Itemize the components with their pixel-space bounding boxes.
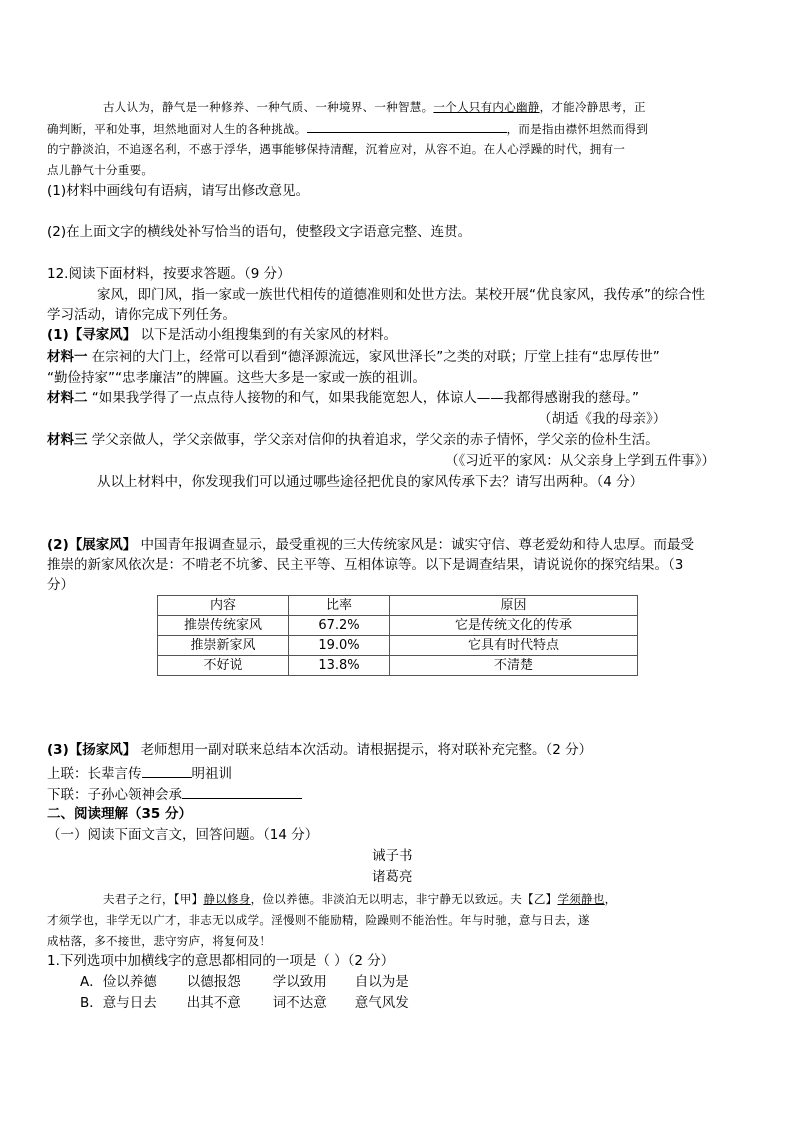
option-phrase: 词不达意 — [272, 995, 327, 1011]
question-12-intro: 家风，即门风，指一家或一族世代相传的道德准则和处世方法。某校开展“优良家风，我传承”的综合性 — [97, 287, 705, 303]
material-text: 在宗祠的大门上，经常可以看到“德泽源流远，家风世泽长”之类的对联；厅堂上挂有“忠厚传世” — [87, 349, 660, 365]
question-12-title: 12.阅读下面材料，按要求答题。（9 分） — [47, 266, 291, 282]
table-cell: 它是传统文化的传承 — [390, 616, 638, 636]
survey-table — [157, 595, 638, 676]
underlined-phrase: 静以修身 — [203, 892, 251, 906]
option-phrase: 意气风发 — [354, 995, 409, 1011]
classical-text: ，俭以养德。非淡泊无以明志，非宁静无以致远。夫【乙】 — [250, 892, 558, 906]
couplet-upper — [47, 763, 232, 784]
couplet-blank[interactable] — [182, 784, 302, 799]
part-text: 老师想用一副对联来总结本次活动。请根据提示，将对联补充完整。（2 分） — [136, 742, 593, 758]
intro-line-3: 的宁静淡泊，不追逐名利，不惑于浮华，遇事能够保持清醒，沉着应对，从容不迫。在人心浮躁的时代，拥有一 — [47, 142, 626, 156]
question-12-intro: 学习活动，请你完成下列任务。 — [47, 307, 236, 323]
material-source: （《习近平的家风：从父亲身上学到五件事》） — [445, 453, 715, 469]
table-cell: 19.0% — [289, 636, 390, 656]
couplet-lower — [47, 784, 302, 805]
option-phrase: 学以致用 — [272, 974, 327, 990]
part-text: 中国青年报调查显示，最受重视的三大传统家风是：诚实守信、尊老爱幼和待人忠厚。而最受 — [136, 537, 695, 553]
material-2 — [47, 388, 639, 408]
intro-line-2 — [47, 118, 648, 139]
table-cell: 推崇新家风 — [158, 636, 289, 656]
intro-text: 古人认为，静气是一种修养、一种气质、一种境界、一种智慧。 — [103, 100, 434, 114]
classical-line-2: 才须学也，非学无以广才，非志无以成学。淫慢则不能励精，险躁则不能治性。年与时驰，意与日去，遂 — [47, 913, 590, 927]
material-label: 材料三 — [47, 432, 88, 448]
classical-text: 夫君子之行，【甲】 — [103, 892, 204, 906]
question-2: (2)在上面文字的横线处补写恰当的语句，使整段文字语意完整、连贯。 — [47, 224, 472, 240]
table-cell: 推崇传统家风 — [158, 616, 289, 636]
couplet-text: 上联：长辈言传 — [47, 766, 142, 782]
material-source: （胡适《我的母亲》） — [538, 411, 667, 427]
option-label: B． — [80, 995, 103, 1011]
table-header: 比率 — [289, 596, 390, 616]
table-cell: 13.8% — [289, 656, 390, 676]
table-header: 内容 — [158, 596, 289, 616]
table-cell: 它具有时代特点 — [390, 636, 638, 656]
table-header: 原因 — [390, 596, 638, 616]
intro-text: 确判断，平和处事，坦然地面对人生的各种挑战。 — [47, 122, 307, 136]
option-phrase: 出其不意 — [186, 995, 241, 1011]
couplet-text: 下联：子孙心领神会承 — [47, 787, 182, 803]
part-2-heading — [47, 535, 694, 555]
couplet-blank[interactable] — [142, 763, 192, 778]
option-b[interactable] — [80, 993, 409, 1013]
part-1-question: 从以上材料中，你发现我们可以通过哪些途径把优良的家风传承下去？请写出两种。（4 分） — [97, 474, 644, 490]
part-label: (2)【展家风】 — [47, 537, 137, 553]
classical-text: ， — [604, 892, 617, 906]
material-3 — [47, 430, 659, 450]
table-row — [158, 616, 638, 636]
classical-line-1 — [103, 889, 616, 909]
material-text: “如果我学得了一点点待人接物的和气，如果我能宽恕人，体谅人——我都得感谢我的慈母。” — [87, 390, 640, 406]
material-label: 材料二 — [47, 390, 88, 406]
intro-line-1 — [103, 97, 646, 117]
material-text: 学父亲做人，学父亲做事，学父亲对信仰的执着追求，学父亲的赤子情怀，学父亲的俭朴生活。 — [87, 432, 659, 448]
classical-text-author: 诸葛亮 — [372, 869, 413, 885]
table-row — [158, 656, 638, 676]
option-phrase: 意与日去 — [102, 995, 157, 1011]
part-text: 以下是活动小组搜集到的有关家风的材料。 — [136, 327, 398, 343]
question-1: (1)材料中画线句有语病，请写出修改意见。 — [47, 183, 310, 199]
table-cell: 不清楚 — [390, 656, 638, 676]
intro-text: ，而是指由襟怀坦然而得到 — [506, 122, 649, 136]
intro-text: ，才能冷静思考，正 — [539, 100, 646, 114]
part-label: (3)【扬家风】 — [47, 742, 137, 758]
classical-text-title: 诫子书 — [372, 848, 413, 864]
option-phrase: 俭以养德 — [102, 974, 157, 990]
option-label: A． — [80, 974, 103, 990]
option-phrase: 以德报怨 — [186, 974, 241, 990]
table-header-row — [158, 596, 638, 616]
part-1-heading — [47, 325, 397, 345]
part-2-text: 推崇的新家风依次是：不啃老不坑爹、民主平等、互相体谅等。以下是调查结果，请说说你的探究结果。（3 — [47, 557, 684, 573]
option-phrase: 自以为是 — [354, 974, 409, 990]
option-a[interactable] — [80, 972, 409, 992]
section-2-subtitle: （一）阅读下面文言文，回答问题。（14 分） — [47, 827, 319, 843]
table-row — [158, 636, 638, 656]
underlined-sentence: 一个人只有内心幽静 — [433, 100, 540, 114]
material-1-cont: “勤俭持家”“忠孝廉洁”的牌匾。这些大多是一家或一族的祖训。 — [47, 370, 426, 386]
fill-blank[interactable] — [307, 118, 507, 133]
section-2-title: 二、阅读理解（35 分） — [47, 806, 192, 822]
mcq-question: 1.下列选项中加横线字的意思都相同的一项是（ ）（2 分） — [47, 953, 395, 969]
couplet-text: 明祖训 — [191, 766, 232, 782]
part-2-text: 分） — [47, 577, 74, 593]
material-1 — [47, 347, 660, 367]
part-3-heading — [47, 740, 592, 760]
underlined-phrase: 学须静也 — [557, 892, 605, 906]
table-cell: 67.2% — [289, 616, 390, 636]
classical-line-3: 成枯落，多不接世，悲守穷庐，将复何及！ — [47, 934, 272, 948]
table-cell: 不好说 — [158, 656, 289, 676]
material-label: 材料一 — [47, 349, 88, 365]
part-label: (1)【寻家风】 — [47, 327, 137, 343]
intro-line-4: 点儿静气十分重要。 — [47, 163, 154, 177]
